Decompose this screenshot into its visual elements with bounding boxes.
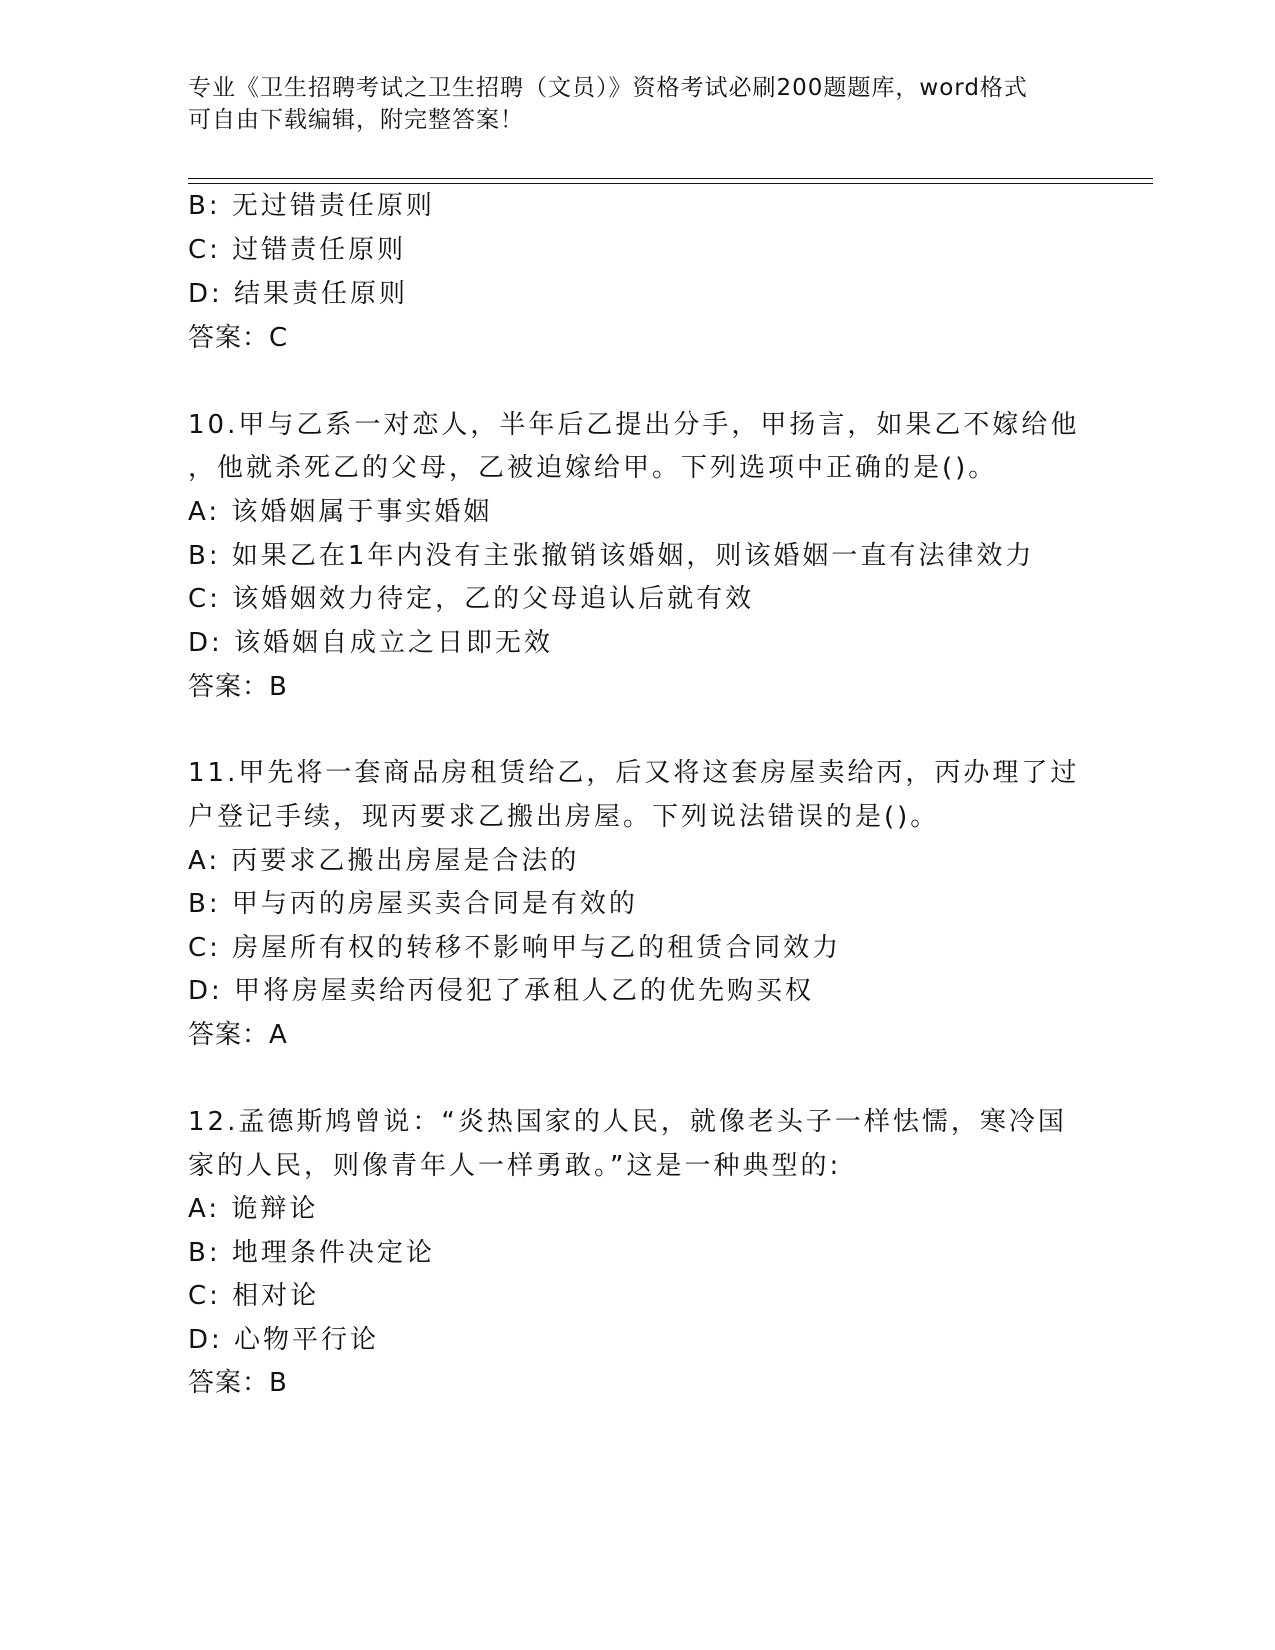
header-rule-bottom [188,183,1153,184]
q12-option-c: C: 相对论 [188,1281,320,1311]
q10-stem-line-2: ，他就杀死乙的父母，乙被迫嫁给甲。下列选项中正确的是()。 [188,453,998,483]
q10-stem-line-1: 10.甲与乙系一对恋人，半年后乙提出分手，甲扬言，如果乙不嫁给他 [188,410,1080,440]
q11-answer: 答案：A [188,1020,288,1050]
q10-option-b: B: 如果乙在1年内没有主张撤销该婚姻，则该婚姻一直有法律效力 [188,541,1035,571]
q11-option-b: B: 甲与丙的房屋买卖合同是有效的 [188,889,638,919]
q12-stem-line-1: 12.孟德斯鸠曾说：“炎热国家的人民，就像老头子一样怯懦，寒冷国 [188,1107,1067,1137]
q12-option-b: B: 地理条件决定论 [188,1238,435,1268]
q9-option-b: B: 无过错责任原则 [188,191,435,221]
q12-option-a: A: 诡辩论 [188,1194,319,1224]
header-title-line-1: 专业《卫生招聘考试之卫生招聘（文员）》资格考试必刷200题题库，word格式 [188,75,1028,101]
q12-stem-line-2: 家的人民，则像青年人一样勇敢。”这是一种典型的: [188,1151,842,1181]
q10-option-d: D: 该婚姻自成立之日即无效 [188,628,554,658]
q12-option-d: D: 心物平行论 [188,1325,380,1355]
q11-option-a: A: 丙要求乙搬出房屋是合法的 [188,846,580,876]
document-header [188,72,1068,136]
q11-stem-line-2: 户登记手续，现丙要求乙搬出房屋。下列说法错误的是()。 [188,802,940,832]
header-rule-top [188,178,1153,179]
header-title-line-2: 可自由下载编辑，附完整答案！ [188,107,524,133]
q11-stem-line-1: 11.甲先将一套商品房租赁给乙，后又将这套房屋卖给丙，丙办理了过 [188,758,1080,788]
q11-option-c: C: 房屋所有权的转移不影响甲与乙的租赁合同效力 [188,933,842,963]
q12-answer: 答案：B [188,1368,288,1398]
q9-option-d: D: 结果责任原则 [188,279,409,309]
q11-option-d: D: 甲将房屋卖给丙侵犯了承租人乙的优先购买权 [188,976,815,1006]
q10-option-a: A: 该婚姻属于事实婚姻 [188,497,493,527]
q10-option-c: C: 该婚姻效力待定，乙的父母追认后就有效 [188,584,755,614]
q10-answer: 答案：B [188,672,288,702]
q9-answer: 答案：C [188,323,289,353]
q9-option-c: C: 过错责任原则 [188,235,407,265]
